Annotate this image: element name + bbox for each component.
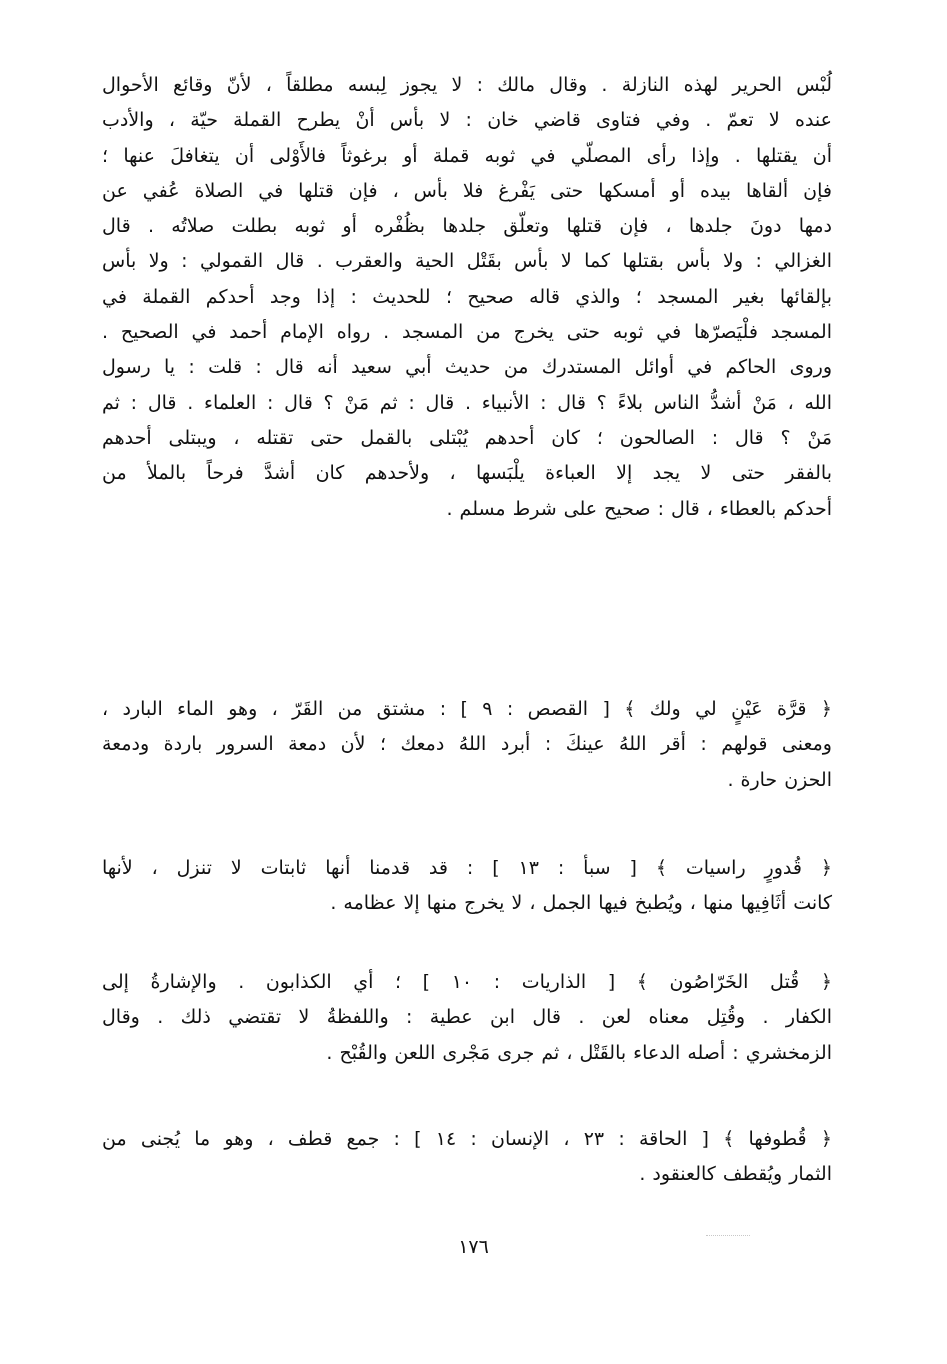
text-line: مَنْ ؟ قال : الصالحون ؛ كان أحدهم يُبْتلى بالقمل حتى تقتله ، ويبتلى أحدهم <box>102 426 832 449</box>
paragraph-qutila-alkharrasun <box>102 965 832 1071</box>
text-line: الغزالي : ولا بأس بقتلها كما لا بأس بقَتْل الحية والعقرب . قال القمولي : ولا بأس <box>102 250 832 273</box>
page-number: ١٧٦ <box>458 1236 489 1258</box>
text-line: فإن ألقاها بيده أو أمسكها حتى يَفْرغ فلا بأس ، فإن قتلها في الصلاة عُفي عن <box>102 179 832 202</box>
paragraph-qurrat-ayn <box>102 692 832 798</box>
text-line: الله ، مَنْ أشدُّ الناس بلاءً ؟ قال : الأنبياء . قال : ثم مَنْ ؟ قال : العلماء . قال : ثم <box>102 391 832 414</box>
text-line: كانت أثَافِيها منها ، ويُطبخ فيها الجمل ، لا يخرج منها إلا عظامه . <box>330 892 832 915</box>
text-line: بالفقر حتى لا يجد إلا العباءة يلْبَسها ، ولأحدهم كان أشدَّ فرحاً بالملأ من <box>102 462 832 485</box>
text-line: أحدكم بالعطاء ، قال : صحيح على شرط مسلم . <box>446 497 832 520</box>
paragraph-silk-and-lice <box>102 68 832 527</box>
text-line: المسجد فلْيَصرّها في ثوبه حتى يخرج من المسجد . رواه الإمام أحمد في الصحيح . <box>102 321 832 344</box>
text-line: وروى الحاكم في أوائل المستدرك من حديث أبي سعيد أنه قال : قلت : يا رسول <box>102 356 832 379</box>
text-line: ﴿ قرَّة عَيْنٍ لي ولك ﴾ [ القصص : ٩ ] : مشتق من القَرّ ، وهو الماء البارد ، <box>102 698 833 720</box>
text-line: ﴿ قُتل الخَرّاصُون ﴾ [ الذاريات : ١٠ ] ؛ أي الكذابون . والإشارةُ إلى <box>102 971 832 993</box>
text-line: ﴿ قُطوفها ﴾ [ الحاقة : ٢٣ ، الإنسان : ١٤ ] : جمع قطف ، وهو ما يُجنى من <box>102 1128 832 1150</box>
text-line: أن يقتلها . وإذا رأى المصلّي في ثوبه قملة أو برغوثاً فالأَوْلى أن يتغافلَ عنها ؛ <box>102 144 832 167</box>
text-line: عنده لا تعمّ . وفي فتاوى قاضي خان : لا بأس أنْ يطرح القملة حيّة ، والأدب <box>102 109 832 132</box>
paragraph-qutufuha <box>102 1122 832 1193</box>
text-line: بإلقائها بغير المسجد ؛ والذي قاله صحيح ؛ للحديث : إذا وجد أحدكم القملة في <box>102 285 832 308</box>
text-line: لُبْس الحرير لهذه النازلة . وقال مالك : لا يجوز لِبسه مطلقاً ، لأنّ وقائع الأحوال <box>102 74 832 96</box>
paragraph-qudur-rasiyat <box>102 851 832 922</box>
text-line: دمها دونَ جلدها ، فإن قتلها وتعلّق جلدها بظُفْره أو ثوبه بطلت صلاتُه . قال <box>102 215 832 238</box>
text-line: الثمار ويُقطف كالعنقود . <box>639 1163 832 1186</box>
text-line: ومعنى قولهم : أقر اللهُ عينكَ : أبرد اللهُ دمعك ؛ لأن دمعة السرور باردة ودمعة <box>102 733 832 756</box>
text-line: ﴿ قُدورٍ راسيات ﴾ [ سبأ : ١٣ ] : قد قدمنا أنها ثابتات لا تنزل ، لأنها <box>102 857 832 879</box>
text-line: الحزن حارة . <box>727 768 832 791</box>
text-line: الزمخشري : أصله الدعاء بالقَتْل ، ثم جرى مَجْرى اللعن والقُبْح . <box>326 1041 832 1064</box>
text-line: الكفار . وقُتِل معناه لعن . قال ابن عطية : واللفظةُ لا تقتضي ذلك . وقال <box>102 1006 832 1029</box>
